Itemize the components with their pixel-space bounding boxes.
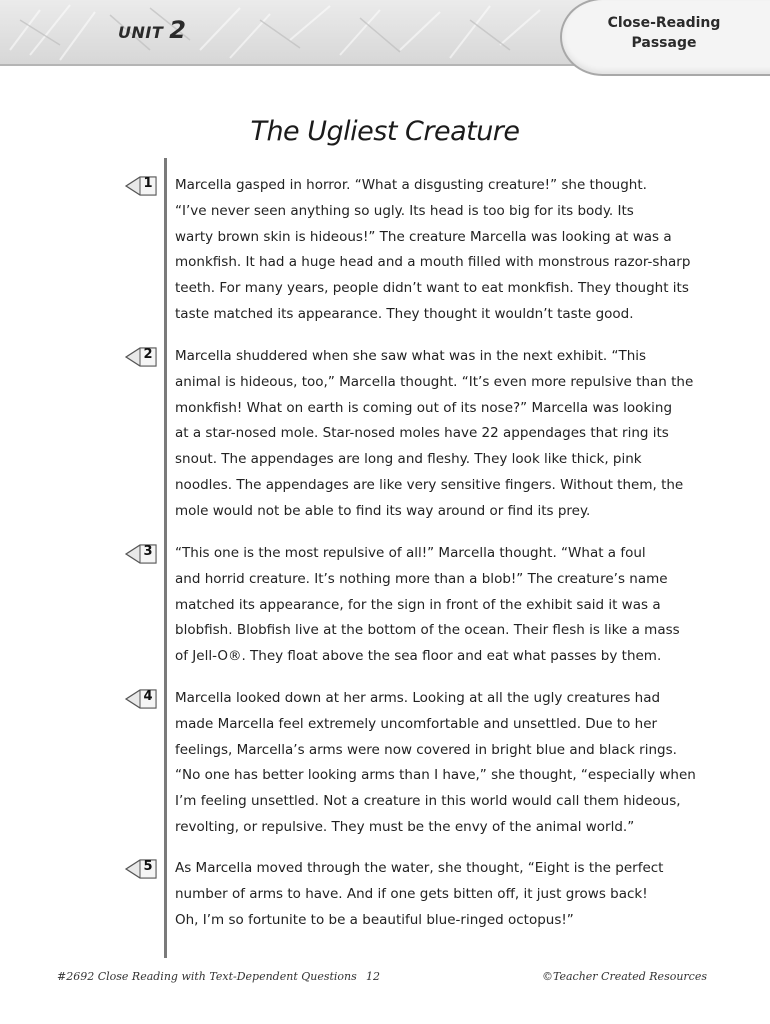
- text-line: Marcella gasped in horror. “What a disgusting creature!” she thought.: [175, 177, 647, 193]
- text-line: animal is hideous, too,” Marcella thought. “It’s even more repulsive than the: [175, 373, 694, 390]
- text-line: made Marcella feel extremely uncomfortable and unsettled. Due to her: [175, 715, 658, 732]
- paragraph-marker-3: [124, 542, 158, 566]
- paragraph-marker-1: [124, 174, 158, 198]
- text-line: feelings, Marcella’s arms were now covered in bright blue and black rings.: [175, 741, 677, 758]
- text-line: monkfish. It had a huge head and a mouth filled with monstrous razor-sharp: [175, 254, 691, 271]
- passage-type-line1: Close-Reading: [607, 15, 721, 31]
- text-line: I’m feeling unsettled. Not a creature in this world would call them hideous,: [175, 793, 681, 810]
- text-line: As Marcella moved through the water, she thought, “Eight is the perfect: [175, 860, 664, 876]
- unit-number: 2: [169, 16, 186, 44]
- passage-type-label: [604, 13, 724, 53]
- paragraph-number: 2: [143, 347, 153, 362]
- text-line: “I’ve never seen anything so ugly. Its head is too big for its body. Its: [175, 202, 634, 219]
- text-line: monkfish! What on earth is coming out of its nose?” Marcella was looking: [175, 399, 673, 416]
- text-line: and horrid creature. It’s nothing more than a blob!” The creature’s name: [175, 570, 668, 587]
- paragraph-number: 3: [143, 544, 153, 559]
- paragraph-3: [175, 541, 710, 670]
- text-line: snout. The appendages are long and fleshy. They look like thick, pink: [175, 451, 642, 468]
- paragraph-number: 5: [143, 859, 153, 874]
- paragraph-marker-5: [124, 857, 158, 881]
- passage-title: The Ugliest Creature: [250, 116, 520, 147]
- paragraph-5: [175, 856, 710, 933]
- footer-publisher: ©Teacher Created Resources: [542, 970, 707, 983]
- text-line: warty brown skin is hideous!” The creature Marcella was looking at was a: [175, 228, 672, 245]
- text-line: at a star-nosed mole. Star-nosed moles have 22 appendages that ring its: [175, 425, 669, 442]
- text-line: noodles. The appendages are like very sensitive fingers. Without them, the: [175, 476, 684, 493]
- footer-page-number: 12: [366, 970, 380, 983]
- text-line: “No one has better looking arms than I have,” she thought, “especially when: [175, 767, 696, 784]
- paragraph-number: 4: [143, 689, 153, 704]
- text-line: taste matched its appearance. They thought it wouldn’t taste good.: [175, 305, 634, 322]
- paragraph-number: 1: [143, 176, 153, 191]
- paragraph-4: [175, 686, 710, 841]
- text-line: of Jell-O®. They float above the sea floor and eat what passes by them.: [175, 648, 662, 665]
- passage-type-line2: Passage: [631, 35, 697, 51]
- text-line: Oh, I’m so fortunite to be a beautiful blue-ringed octopus!”: [175, 911, 574, 928]
- text-line: “This one is the most repulsive of all!” Marcella thought. “What a foul: [175, 545, 646, 561]
- paragraph-marker-2: [124, 345, 158, 369]
- unit-word: UNIT: [118, 23, 164, 42]
- paragraph-1: [175, 173, 710, 328]
- text-line: number of arms to have. And if one gets bitten off, it just grows back!: [175, 885, 648, 902]
- text-line: Marcella looked down at her arms. Looking at all the ugly creatures had: [175, 690, 661, 706]
- paragraph-2: [175, 344, 710, 525]
- footer-book-title: #2692 Close Reading with Text-Dependent Questions: [57, 970, 357, 983]
- unit-label: [118, 16, 186, 44]
- paragraph-marker-4: [124, 687, 158, 711]
- margin-rule: [164, 158, 167, 958]
- text-line: teeth. For many years, people didn’t want to eat monkfish. They thought its: [175, 280, 689, 297]
- text-line: revolting, or repulsive. They must be the envy of the animal world.”: [175, 818, 635, 835]
- text-line: Marcella shuddered when she saw what was in the next exhibit. “This: [175, 348, 647, 364]
- text-line: mole would not be able to find its way around or find its prey.: [175, 502, 591, 519]
- text-line: blobfish. Blobfish live at the bottom of the ocean. Their flesh is like a mass: [175, 622, 680, 639]
- text-line: matched its appearance, for the sign in front of the exhibit said it was a: [175, 596, 661, 613]
